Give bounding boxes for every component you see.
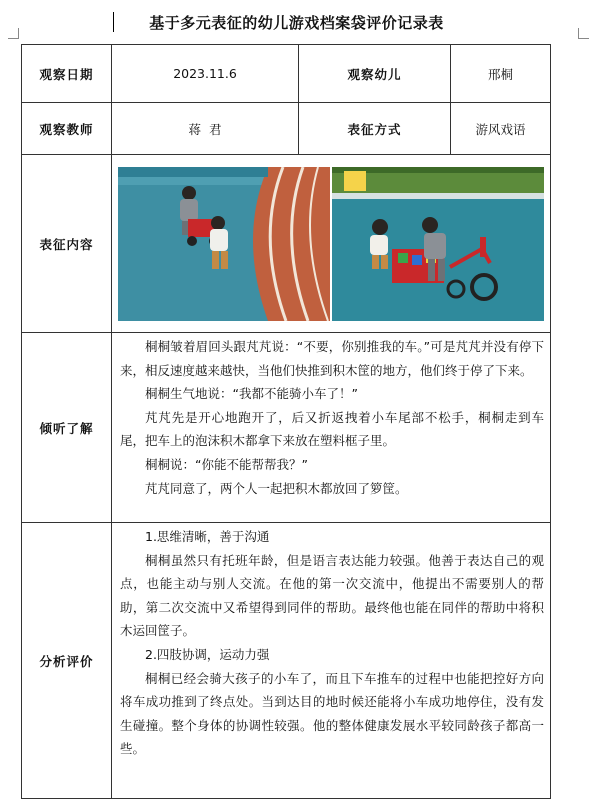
listen-paragraph: 芃芃同意了，两个人一起把积木都放回了箩筐。 — [145, 480, 408, 496]
child-value: 邢桐 — [451, 45, 551, 103]
date-value: 2023.11.6 — [112, 45, 299, 103]
teacher-value: 蒋 君 — [112, 103, 299, 155]
record-table — [21, 44, 551, 799]
teacher-label: 观察教师 — [22, 103, 112, 155]
photo-children-pushing-cart — [118, 167, 330, 321]
listen-label: 倾听了解 — [22, 333, 112, 523]
content-cell — [112, 155, 551, 333]
analysis-content — [112, 523, 551, 799]
listen-paragraph: 桐桐生气地说：“我都不能骑小车了！” — [145, 386, 358, 402]
page-title: 基于多元表征的幼儿游戏档案袋评价记录表 — [149, 14, 444, 32]
child-label: 观察幼儿 — [299, 45, 451, 103]
method-label: 表征方式 — [299, 103, 451, 155]
listen-paragraph: 桐桐说：“你能不能帮帮我？” — [145, 456, 308, 472]
analysis-heading: 2.四肢协调，运动力强 — [145, 646, 270, 662]
listen-paragraph: 芃芃先是开心地跑开了，后又折返拽着小车尾部不松手，桐桐走到车尾，把车上的泡沫积木都拿下来放在塑料框子里。 — [120, 409, 544, 449]
analysis-label: 分析评价 — [22, 523, 112, 799]
method-value: 游风戏语 — [451, 103, 551, 155]
page-corner-marker — [8, 28, 19, 39]
date-label: 观察日期 — [22, 45, 112, 103]
listen-content — [112, 333, 551, 523]
page-corner-marker — [578, 28, 589, 39]
analysis-paragraph: 桐桐已经会骑大孩子的小车了，而且下车推车的过程中也能把控好方向将车成功推到了终点处。当到达目的地时候还能将小车成功地停住，没有发生碰撞。整个身体的协调性较强。他的整体健康发展水平较同龄孩子都高一些。 — [120, 670, 544, 757]
analysis-heading: 1.思维清晰，善于沟通 — [145, 529, 270, 544]
photo-children-with-tricycle — [332, 167, 544, 321]
content-label: 表征内容 — [22, 155, 112, 333]
listen-paragraph: 桐桐皱着眉回头跟芃芃说：“不要，你别推我的车。”可是芃芃并没有停下来，相反速度越来越快，当他们快推到积木筐的地方，他们终于停了下来。 — [120, 339, 544, 378]
analysis-paragraph: 桐桐虽然只有托班年龄，但是语言表达能力较强。他善于表达自己的观点，也能主动与别人交流。在他的第一次交流中，他提出不需要别人的帮助，第二次交流中又希望得到同伴的帮助。最终他也能在同伴的帮助中将积木运回筐子。 — [120, 552, 544, 639]
text-cursor — [113, 12, 114, 32]
